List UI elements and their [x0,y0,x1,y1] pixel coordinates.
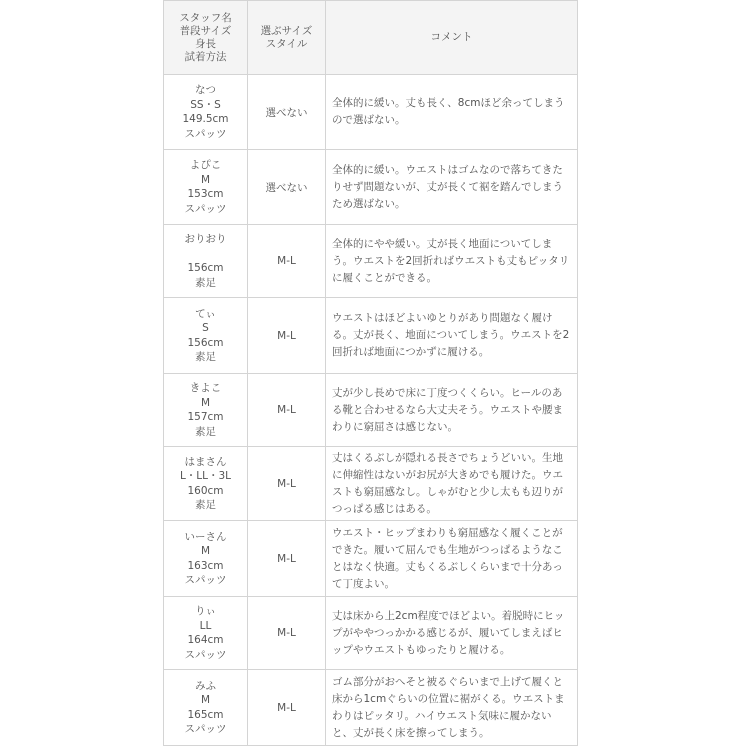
staff-cell [164,597,248,670]
comment-cell: ウエスト・ヒップまわりも窮屈感なく履くことができた。履いて屈んでも生地がつっぱるようなことはなく快適。丈もくるぶしくらいまで十分あって丁度よい。 [326,521,578,597]
staff-name: いーさん [184,530,227,543]
staff-usual-size: S [202,322,209,334]
table-row [164,374,578,447]
header-chosen-size-line2: スタイル [265,37,308,50]
staff-fitting-method: 素足 [195,425,216,438]
table-row [164,521,578,597]
chosen-size-cell: 選べない [248,150,326,225]
comment-cell: ゴム部分がおへそと被るぐらいまで上げて履くと床から1cmぐらいの位置に裾がくる。ウエストまわりはピッタリ。ハイウエスト気味に履かないと、丈が長く床を擦ってしまう。 [326,670,578,746]
staff-cell [164,298,248,374]
comment-cell: 全体的にやや緩い。丈が長く地面についてしまう。ウエストを2回折ればウエストも丈もピッタリに履くことができる。 [326,225,578,298]
staff-cell [164,225,248,298]
header-staff-name: スタッフ名 [179,11,232,24]
header-staff-info [164,1,248,75]
staff-usual-size: L・LL・3L [179,470,232,482]
staff-height: 163cm [187,559,224,572]
staff-cell [164,670,248,746]
table-row [164,150,578,225]
staff-cell [164,447,248,521]
staff-name: はまさん [184,455,227,468]
table-row [164,298,578,374]
size-comparison-table [163,0,578,746]
header-chosen-size [248,1,326,75]
staff-name: おりおり [184,233,227,245]
comment-cell: 丈は床から上2cm程度でほどよい。着脱時にヒップがややつっかかる感じるが、履いてしまえばヒップやウエストもゆったりと履ける。 [326,597,578,670]
staff-usual-size: SS・S [190,98,221,111]
chosen-size-cell: 選べない [248,75,326,150]
staff-name: てぃ [195,307,216,320]
staff-usual-size: LL [199,619,212,632]
staff-cell [164,75,248,150]
staff-name: なつ [195,84,216,96]
comment-cell: 全体的に緩い。ウエストはゴムなので落ちてきたりせず問題ないが、丈が長くて裾を踏んでしまうため選ばない。 [326,150,578,225]
staff-height: 156cm [187,336,224,349]
chosen-size-cell: M-L [248,447,326,521]
staff-usual-size: M [200,545,211,557]
header-usual-size: 普段サイズ [179,24,232,37]
staff-fitting-method: 素足 [195,276,216,289]
size-comparison-table-container [163,0,577,746]
staff-height: 164cm [187,634,224,646]
staff-cell [164,374,248,447]
comment-cell: 全体的に緩い。丈も長く、8cmほど余ってしまうので選ばない。 [326,75,578,150]
chosen-size-cell: M-L [248,374,326,447]
header-chosen-size-line1: 選ぶサイズ [260,24,313,37]
header-height: 身長 [195,37,216,50]
staff-name: きよこ [189,382,222,394]
staff-fitting-method: スパッツ [184,723,227,735]
table-row [164,597,578,670]
staff-usual-size [164,247,247,262]
staff-fitting-method: 素足 [195,351,216,363]
staff-cell [164,521,248,597]
staff-height: 157cm [187,411,224,423]
staff-fitting-method: スパッツ [184,574,227,586]
chosen-size-cell: M-L [248,597,326,670]
staff-fitting-method: スパッツ [184,202,227,215]
chosen-size-cell: M-L [248,225,326,298]
staff-height: 160cm [187,484,224,497]
staff-usual-size: M [200,694,211,706]
staff-name: りぃ [195,605,216,617]
staff-name: みふ [195,679,216,692]
staff-fitting-method: 素足 [195,499,216,511]
staff-height: 149.5cm [182,113,229,125]
table-row [164,225,578,298]
chosen-size-cell: M-L [248,670,326,746]
header-comment: コメント [326,1,578,75]
staff-fitting-method: スパッツ [184,127,227,140]
comment-cell: 丈はくるぶしが隠れる長さでちょうどいい。生地に伸縮性はないがお尻が大きめでも履けた。ウエストも窮屈感なし。しゃがむと少し太もも辺りがつっぱる感じはある。 [326,447,578,521]
staff-name: よぴこ [189,159,222,171]
table-row [164,75,578,150]
table-row [164,670,578,746]
staff-usual-size: M [200,396,211,409]
chosen-size-cell: M-L [248,298,326,374]
table-header-row [164,1,578,75]
table-row [164,447,578,521]
staff-fitting-method: スパッツ [184,648,227,661]
staff-height: 165cm [187,708,224,721]
comment-cell: 丈が少し長めで床に丁度つくくらい。ヒールのある靴と合わせるなら大丈夫そう。ウエストや腰まわりに窮屈さは感じない。 [326,374,578,447]
staff-cell [164,150,248,225]
staff-height: 153cm [187,188,224,200]
chosen-size-cell: M-L [248,521,326,597]
header-fitting-method: 試着方法 [184,50,227,63]
staff-height: 156cm [187,262,224,274]
comment-cell: ウエストはほどよいゆとりがあり問題なく履ける。丈が長く、地面についてしまう。ウエストを2回折れば地面につかずに履ける。 [326,298,578,374]
staff-usual-size: M [200,173,211,186]
